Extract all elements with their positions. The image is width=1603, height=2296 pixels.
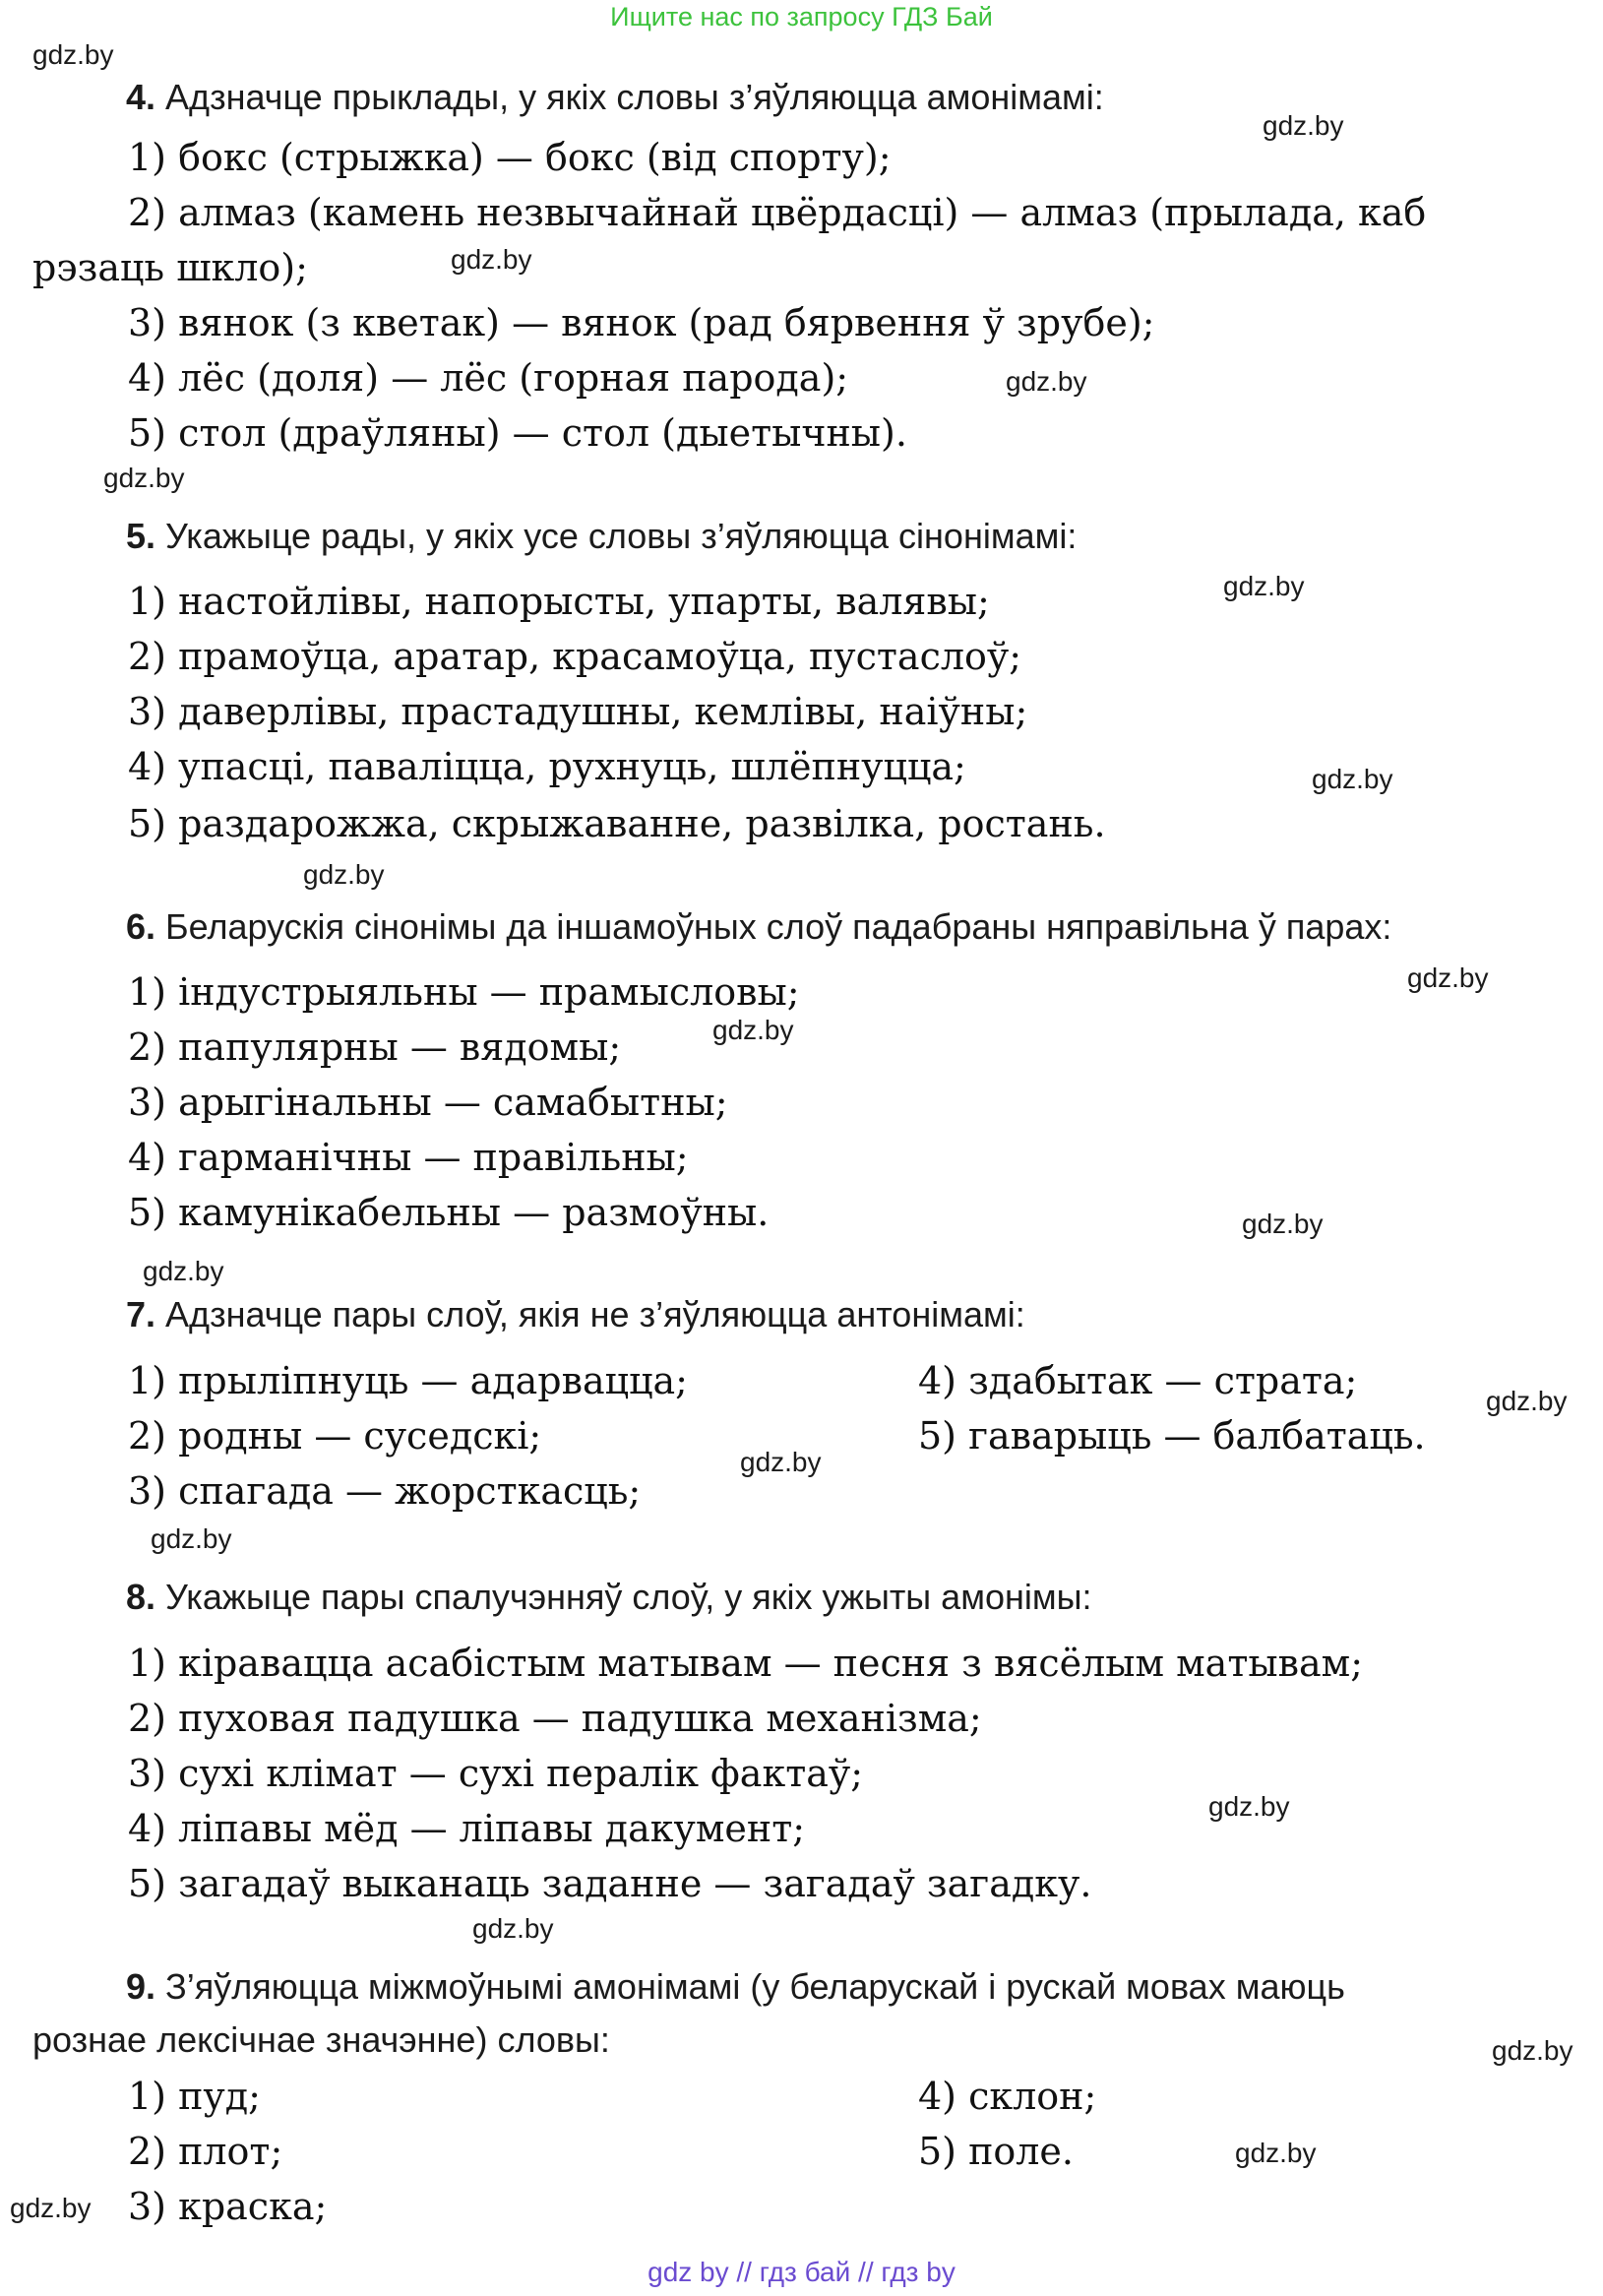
- option: 4) лёс (доля) — лёс (горная парода);: [128, 356, 849, 400]
- watermark: gdz.by: [1407, 962, 1489, 993]
- option: 4) здабытак — страта;: [918, 1359, 1358, 1402]
- option: 2) пуховая падушка — падушка механізма;: [128, 1697, 982, 1740]
- question-text: Беларускія сінонімы да іншамоўных слоў падабраны няправільна ў парах:: [165, 906, 1392, 947]
- watermark: gdz.by: [712, 1015, 794, 1045]
- option: 2) папулярны — вядомы;: [128, 1025, 622, 1069]
- option: 5) поле.: [918, 2130, 1074, 2173]
- option: 4) гарманічны — правільны;: [128, 1136, 689, 1179]
- option: 3) даверлівы, прастадушны, кемлівы, наіўны;: [128, 690, 1028, 733]
- watermark: gdz.by: [151, 1523, 232, 1554]
- option: 3) арыгінальны — самабытны;: [128, 1081, 728, 1124]
- question-9-prompt: [126, 1966, 1345, 2008]
- watermark: gdz.by: [32, 39, 114, 70]
- option: 2) родны — суседскі;: [128, 1414, 542, 1458]
- option: 1) індустрыяльны — прамысловы;: [128, 970, 800, 1014]
- question-7-prompt: [126, 1294, 1025, 1335]
- option: 4) ліпавы мёд — ліпавы дакумент;: [128, 1807, 806, 1850]
- question-number: 7.: [126, 1294, 156, 1334]
- question-number: 9.: [126, 1966, 156, 2007]
- footer-links[interactable]: gdz by // гдз бай // гдз by: [647, 2257, 956, 2287]
- watermark: gdz.by: [1235, 2138, 1317, 2168]
- option: 3) спагада — жорсткасць;: [128, 1469, 642, 1513]
- option: 5) загадаў выканаць заданне — загадаў загадку.: [128, 1862, 1092, 1905]
- option: 1) кіравацца асабістым матывам — песня з вясёлым матывам;: [128, 1642, 1364, 1685]
- watermark: gdz.by: [143, 1256, 224, 1286]
- question-number: 4.: [126, 77, 156, 117]
- option: 5) раздарожжа, скрыжаванне, развілка, ростань.: [128, 802, 1106, 845]
- watermark: gdz.by: [1208, 1791, 1290, 1822]
- option: 2) алмаз (камень незвычайнай цвёрдасці) — алмаз (прылада, каб: [128, 191, 1427, 234]
- option: 1) бокс (стрыжка) — бокс (від спорту);: [128, 136, 892, 179]
- question-4-prompt: [126, 77, 1104, 118]
- watermark: gdz.by: [1312, 764, 1393, 794]
- watermark: gdz.by: [1486, 1386, 1568, 1416]
- watermark: gdz.by: [1263, 110, 1344, 141]
- watermark: gdz.by: [1223, 571, 1305, 601]
- option: 4) склон;: [918, 2075, 1097, 2118]
- question-text: Адзначце прыклады, у якіх словы з’яўляюцца амонімамі:: [165, 77, 1104, 117]
- watermark: gdz.by: [1492, 2035, 1573, 2066]
- option: 5) гаварыць — балбатаць.: [918, 1414, 1426, 1458]
- watermark: gdz.by: [303, 859, 385, 890]
- question-number: 6.: [126, 906, 156, 947]
- question-text: Укажыце рады, у якіх усе словы з’яўляюцца сінонімамі:: [165, 516, 1078, 556]
- question-text: Адзначце пары слоў, якія не з’яўляюцца антонімамі:: [165, 1294, 1025, 1334]
- option: 2) прамоўца, аратар, красамоўца, пустаслоў;: [128, 635, 1022, 678]
- option-continuation: рэзаць шкло);: [32, 246, 308, 289]
- option: 2) плот;: [128, 2130, 283, 2173]
- option: 1) пуд;: [128, 2075, 261, 2118]
- question-6-prompt: [126, 906, 1391, 948]
- option: 4) упасці, паваліцца, рухнуць, шлёпнуцца;: [128, 745, 966, 788]
- watermark: gdz.by: [1006, 366, 1087, 397]
- question-text: Укажыце пары спалучэнняў слоў, у якіх ужыты амонімы:: [165, 1577, 1092, 1617]
- question-number: 8.: [126, 1577, 156, 1617]
- question-5-prompt: [126, 516, 1077, 557]
- header-search-link[interactable]: Ищите нас по запросу ГДЗ Бай: [610, 2, 993, 31]
- watermark: gdz.by: [103, 463, 185, 493]
- option: 3) краска;: [128, 2185, 328, 2228]
- option: 3) вянок (з кветак) — вянок (рад бярвення ў зрубе);: [128, 301, 1155, 344]
- question-number: 5.: [126, 516, 156, 556]
- watermark: gdz.by: [472, 1913, 554, 1944]
- watermark: gdz.by: [10, 2193, 92, 2223]
- question-text: З’яўляюцца міжмоўнымі амонімамі (у беларускай і рускай мовах маюць: [165, 1966, 1345, 2007]
- question-8-prompt: [126, 1577, 1091, 1618]
- watermark: gdz.by: [740, 1447, 822, 1477]
- option: 3) сухі клімат — сухі пералік фактаў;: [128, 1752, 864, 1795]
- option: 1) настойлівы, напорысты, упарты, валявы;: [128, 580, 990, 623]
- question-9-prompt-continuation: рознае лексічнае значэнне) словы:: [32, 2019, 610, 2060]
- option: 1) прыліпнуць — адарвацца;: [128, 1359, 688, 1402]
- option: 5) стол (драўляны) — стол (дыетычны).: [128, 411, 907, 455]
- watermark: gdz.by: [451, 244, 532, 275]
- option: 5) камунікабельны — размоўны.: [128, 1191, 770, 1234]
- watermark: gdz.by: [1242, 1209, 1324, 1239]
